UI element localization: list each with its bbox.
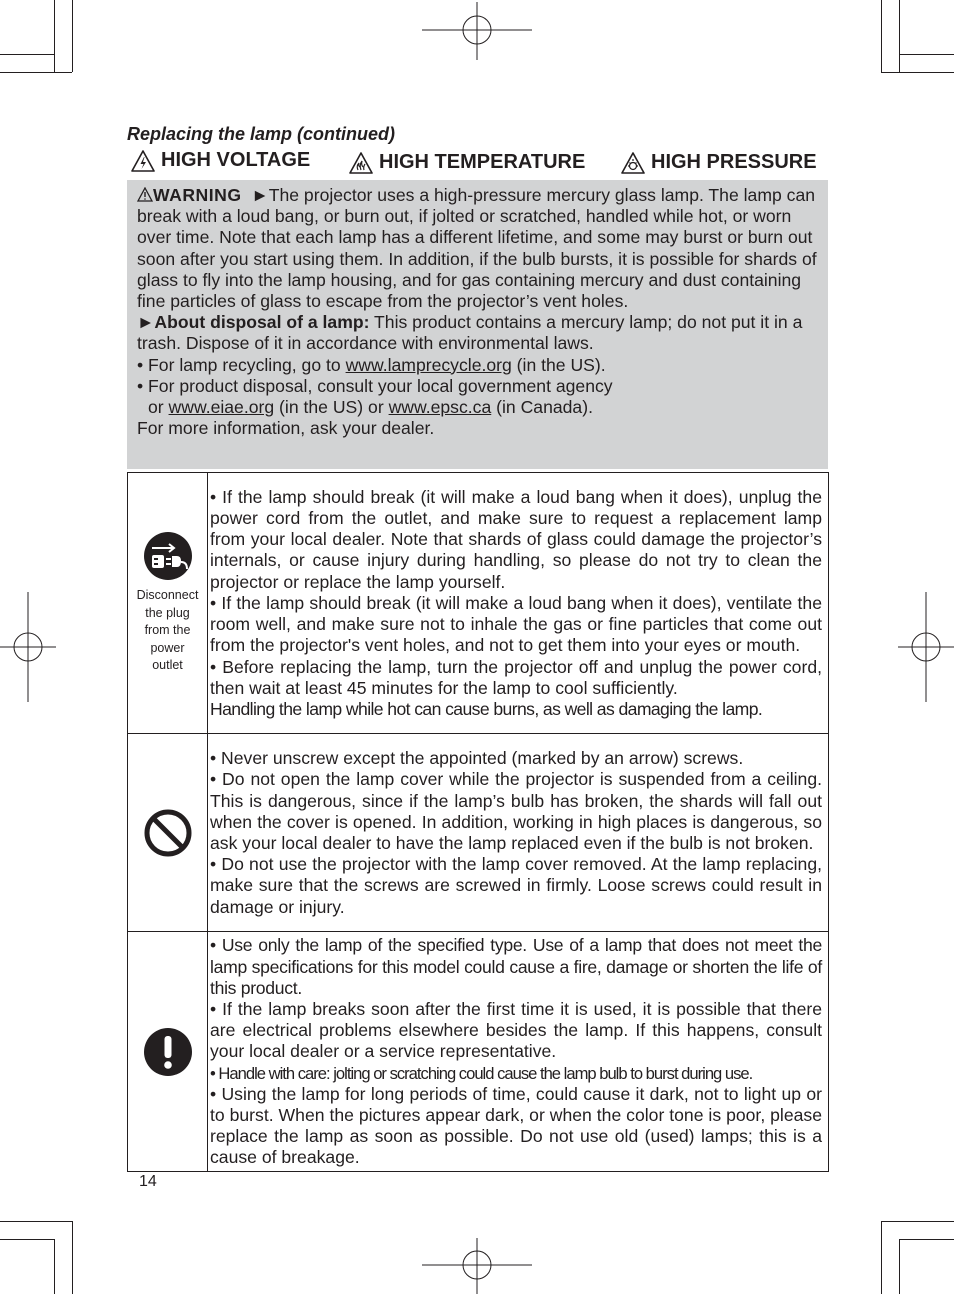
unplug-paragraph-3b: Handling the lamp while hot can cause burns, as well as damaging the lamp. xyxy=(210,698,763,719)
table-row-unplug xyxy=(128,473,829,734)
prohibit-paragraph-3: • Do not use the projector with the lamp cover removed. At the lamp replacing, make sure that the screws are screwed in firmly. Loose screws could result in damage or injury. xyxy=(210,854,822,917)
agency-mid: (in the US) or xyxy=(274,397,389,418)
unplug-paragraph-1: • If the lamp should break (it will make a loud bang when it does), unplug the power cord from the outlet, and make sure to request a replacement lamp from your local dealer. Note that shards of glass could damage the projector’s internals, or cause injury during handling, so please do not try to clean the projector or replace the lamp yourself. xyxy=(210,486,822,592)
warning-text: ►The projector uses a high-pressure mercury glass lamp. The lamp can break with a loud bang, or burn out, if jolted or scratched, handled while hot, or worn over time. Note that each lamp has a different lifetime, and some may burst or burn out soon after you start using them. In addition, if the bulb bursts, it is possible for shards of glass to fly into the lamp housing, and for gas containing mercury and dust containing fine particles of glass to escape from the projector’s vent holes. xyxy=(137,185,817,312)
section-subtitle: Replacing the lamp (continued) xyxy=(127,124,396,144)
caution-paragraph-4: • Using the lamp for long periods of time, could cause it dark, not to light up or to burst. When the pictures appear dark, or when the color tone is poor, please replace the lamp as soon as possible. Do not use old (used) lamps; this is a cause of breakage. xyxy=(210,1083,822,1168)
registration-mark-bottom xyxy=(422,1238,532,1294)
more-info-line: For more information, ask your dealer. xyxy=(137,418,435,439)
hazard-label: HIGH VOLTAGE xyxy=(161,149,311,171)
mandatory-action-icon xyxy=(143,1027,193,1077)
prohibit-icon-cell xyxy=(128,734,208,932)
warning-intro xyxy=(137,185,820,312)
icon-caption-line: Disconnect xyxy=(136,588,199,603)
caution-text-cell xyxy=(208,932,829,1172)
icon-caption-line: outlet xyxy=(152,658,183,673)
recycle-line xyxy=(137,355,820,376)
registration-mark-right xyxy=(898,592,954,702)
warning-icon xyxy=(137,187,153,202)
lamprecycle-link[interactable]: www.lamprecycle.org xyxy=(345,354,512,375)
unplug-paragraph-2: • If the lamp should break (it will make a loud bang when it does), ventilate the room well, and make sure not to inhale the gas or fine particles that come out from the projector's vent holes, and not to get them into your eyes or mouth. xyxy=(210,592,822,656)
unplug-paragraph-3: • Before replacing the lamp, turn the projector off and unplug the power cord, then wait at least 45 minutes for the lamp to cool sufficiently. xyxy=(210,656,822,698)
hazard-label: HIGH TEMPERATURE xyxy=(379,151,586,173)
prohibit-paragraph-1: • Never unscrew except the appointed (marked by an arrow) screws. xyxy=(210,748,744,769)
caution-paragraph-1: • Use only the lamp of the specified type. Use of a lamp that does not meet the lamp specifications for this model could cause a fire, damage or shorten the life of this product. xyxy=(210,935,822,998)
hazard-high-pressure xyxy=(621,151,817,174)
caution-paragraph-2: • If the lamp breaks soon after the first time it is used, it is possible that there are electrical problems elsewhere besides the lamp. If this happens, consult your local dealer or a service representative. xyxy=(210,998,822,1062)
unplug-text-cell xyxy=(208,473,829,734)
high-temperature-icon xyxy=(349,152,373,174)
disposal-label: ►About disposal of a lamp: xyxy=(137,312,370,333)
icon-caption-line: the plug xyxy=(145,605,190,620)
safety-table xyxy=(127,472,829,1172)
prohibit-paragraph-2: • Do not open the lamp cover while the projector is suspended from a ceiling. This is dangerous, since if the lamp’s bulb has broken, the shards will fall out when the cover is opened. In addition, working in high places is dangerous, so ask your local dealer to have the lamp replaced even if the bulb is not broken. xyxy=(210,769,822,853)
recycle-suffix: (in the US). xyxy=(511,354,606,375)
warning-box xyxy=(127,180,828,469)
epsc-link[interactable]: www.epsc.ca xyxy=(388,397,492,418)
caution-icon-cell xyxy=(128,932,208,1172)
disposal-paragraph xyxy=(137,312,820,354)
icon-caption-line: from the xyxy=(144,623,191,638)
agency-links-line xyxy=(137,397,820,418)
icon-caption-line: power xyxy=(150,640,185,655)
high-voltage-icon xyxy=(131,150,155,172)
agency-suffix: (in Canada). xyxy=(491,397,593,418)
registration-mark-top xyxy=(422,2,532,60)
hazard-labels xyxy=(127,149,830,179)
page-number: 14 xyxy=(139,1173,157,1190)
hazard-high-temperature xyxy=(349,151,585,174)
unplug-icon xyxy=(143,531,193,581)
disposal-text: This product contains a mercury lamp; do not put it in a trash. Dispose of it in accordance with environmental laws. xyxy=(137,312,803,354)
warning-label: WARNING xyxy=(153,185,242,205)
eiae-link[interactable]: www.eiae.org xyxy=(168,397,275,418)
hazard-label: HIGH PRESSURE xyxy=(651,151,817,173)
recycle-prefix: • For lamp recycling, go to xyxy=(137,354,346,375)
registration-mark-left xyxy=(0,592,56,702)
unplug-icon-cell xyxy=(128,473,208,734)
hazard-high-voltage xyxy=(131,149,310,172)
prohibit-text-cell xyxy=(208,734,829,932)
table-row-prohibit xyxy=(128,734,829,932)
product-disposal-line: • For product disposal, consult your local government agency xyxy=(137,375,613,396)
caution-paragraph-3: • Handle with care: jolting or scratching could cause the lamp bulb to burst during use. xyxy=(210,1063,753,1083)
table-row-caution xyxy=(128,932,829,1172)
high-pressure-icon xyxy=(621,152,645,174)
prohibition-icon xyxy=(143,808,193,858)
agency-prefix: or xyxy=(148,397,169,418)
